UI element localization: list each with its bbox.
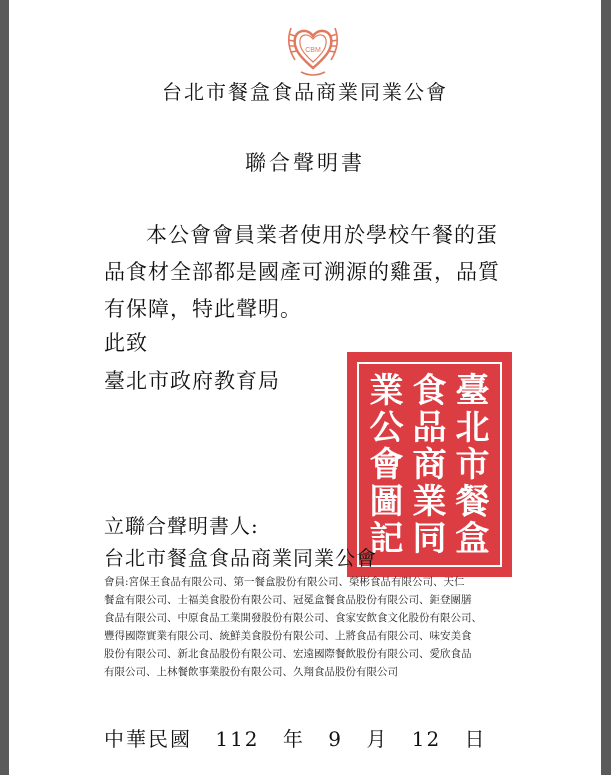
member-list-line: 豐得國際實業有限公司、統鮮美食股份有限公司、上將食品有限公司、味安美食 (104, 630, 472, 642)
document-title: 聯合聲明書 (245, 151, 365, 175)
seal-glyphs (359, 364, 500, 565)
document-page (9, 0, 601, 775)
member-list-line: 餐盒有限公司、士福美食股份有限公司、冠冕盒餐食品股份有限公司、鉅登團膳 (104, 594, 472, 606)
association-title: 台北市餐盒食品商業同業公會 (162, 80, 448, 104)
seal-glyph: 公 (369, 407, 404, 448)
seal-glyph: 臺 (455, 370, 490, 411)
heart-wings-logo-icon (281, 18, 345, 78)
statement-line: 有保障，特此聲明。 (104, 297, 302, 321)
seal-glyph: 食 (412, 370, 447, 411)
seal-glyph: 品 (412, 407, 447, 448)
seal-column (413, 372, 447, 557)
seal-glyph: 同 (412, 518, 447, 559)
seal-glyph: 圖 (369, 481, 404, 522)
seal-glyph: 餐 (455, 481, 490, 522)
date-day: 12 (411, 727, 442, 751)
statement-line: 品食材全部都是國產可溯源的雞蛋，品質 (104, 260, 500, 284)
date-month: 9 (328, 727, 343, 751)
seal-glyph: 記 (369, 518, 404, 559)
seal-glyph: 北 (455, 407, 490, 448)
seal-glyph: 業 (369, 370, 404, 411)
recipient: 臺北市政府教育局 (104, 369, 280, 393)
statement-body (104, 217, 514, 328)
member-list-line: 有限公司、上林餐飲事業股份有限公司、久翔食品股份有限公司 (104, 666, 398, 678)
statement-line: 本公會會員業者使用於學校午餐的蛋 (146, 223, 498, 247)
seal-glyph: 業 (412, 481, 447, 522)
date-year-unit: 年 (282, 727, 305, 751)
seal-glyph: 會 (369, 444, 404, 485)
date-day-unit: 日 (464, 727, 487, 751)
seal-border (357, 362, 502, 567)
member-list-line: 股份有限公司、新北食品股份有限公司、宏遠國際餐飲股份有限公司、愛欣食品 (104, 648, 472, 660)
date-era: 中華民國 (104, 727, 192, 751)
seal-column (456, 372, 490, 557)
seal-glyph: 商 (412, 444, 447, 485)
member-list (104, 573, 524, 681)
signer-name: 台北市餐盒食品商業同業公會 (104, 546, 377, 570)
signer-label: 立聯合聲明書人: (104, 514, 259, 538)
member-list-line: 會員:宮保王食品有限公司、第一餐盒股份有限公司、榮彬食品有限公司、天仁 (104, 576, 465, 588)
seal-column (370, 372, 404, 557)
logo-text: CBM (305, 47, 321, 54)
date-month-unit: 月 (366, 727, 389, 751)
date-year: 112 (215, 727, 260, 751)
salutation: 此致 (104, 331, 148, 355)
document-date (104, 723, 502, 752)
seal-glyph: 盒 (455, 518, 490, 559)
member-list-line: 食品有限公司、中原食品工業開發股份有限公司、食家安飲食文化股份有限公司、 (104, 612, 482, 624)
seal-glyph: 市 (455, 444, 490, 485)
